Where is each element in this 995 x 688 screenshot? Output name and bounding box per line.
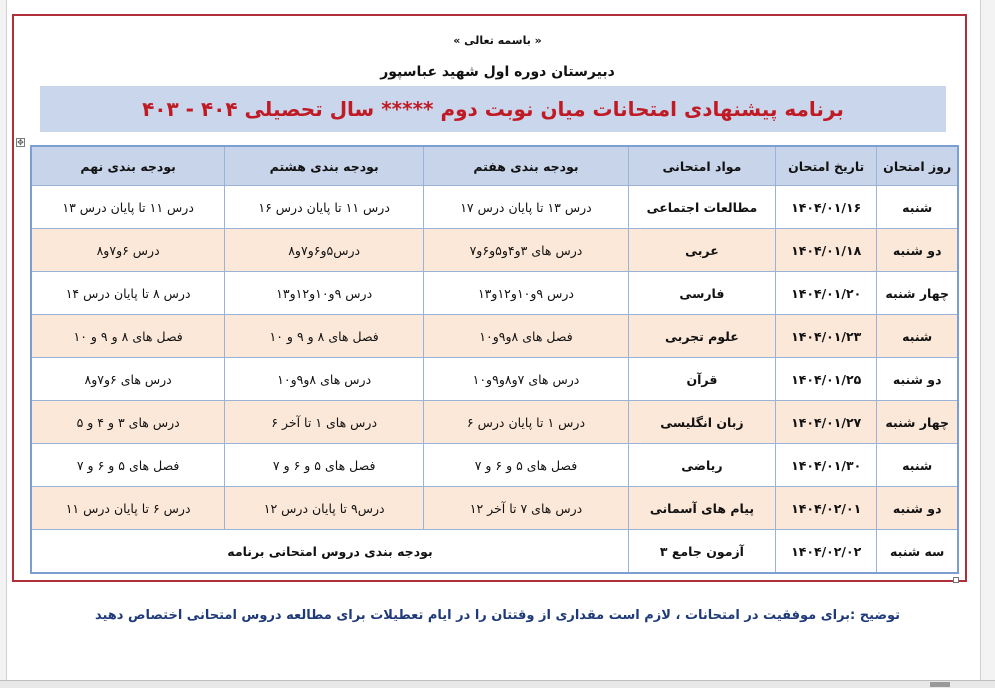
grade9-cell: فصل های ۵ و ۶ و ۷ [31,444,225,487]
day-cell: شنبه [877,186,958,229]
subject-cell: پیام های آسمانی [628,487,775,530]
grade8-cell: درس های ۱ تا آخر ۶ [225,401,424,444]
subject-cell: مطالعات اجتماعی [628,186,775,229]
grade9-cell: درس های ۳ و ۴ و ۵ [31,401,225,444]
column-header: بودجه بندی هشتم [225,146,424,186]
table-row [31,186,958,229]
grade9-cell: فصل های ۸ و ۹ و ۱۰ [31,315,225,358]
grade8-cell: فصل های ۸ و ۹ و ۱۰ [225,315,424,358]
day-cell: شنبه [877,444,958,487]
window-left-edge [0,0,7,687]
table-resize-handle[interactable] [953,577,959,583]
date-cell: ۱۴۰۴/۰۱/۲۰ [775,272,876,315]
grade9-cell: درس ۶و۷و۸ [31,229,225,272]
table-row [31,315,958,358]
column-header: بودجه بندی هفتم [424,146,629,186]
day-cell: چهار شنبه [877,272,958,315]
window-right-edge [980,0,995,687]
day-cell: دو شنبه [877,229,958,272]
grade7-cell: فصل های ۸و۹و۱۰ [424,315,629,358]
day-cell: دو شنبه [877,487,958,530]
grade7-cell: درس های ۳و۴و۵و۶و۷ [424,229,629,272]
subject-cell: علوم تجربی [628,315,775,358]
grade9-cell: درس های ۶و۷و۸ [31,358,225,401]
page-marker [930,682,950,687]
grade7-cell: درس ۹و۱۰و۱۲و۱۳ [424,272,629,315]
table-row [31,358,958,401]
subject-cell: عربی [628,229,775,272]
grade8-cell: درس۹ تا پایان درس ۱۲ [225,487,424,530]
date-cell: ۱۴۰۴/۰۱/۲۳ [775,315,876,358]
date-cell: ۱۴۰۴/۰۱/۳۰ [775,444,876,487]
grade7-cell: درس ۱ تا پایان درس ۶ [424,401,629,444]
grade9-cell: درس ۱۱ تا پایان درس ۱۳ [31,186,225,229]
subject-cell: ریاضی [628,444,775,487]
table-row [31,530,958,574]
day-cell: دو شنبه [877,358,958,401]
grade8-cell: درس ۹و۱۰و۱۲و۱۳ [225,272,424,315]
bismillah-heading: « باسمه تعالی » [453,34,542,47]
column-header: تاریخ امتحان [775,146,876,186]
grade7-cell: درس های ۷و۸و۹و۱۰ [424,358,629,401]
date-cell: ۱۴۰۴/۰۱/۱۶ [775,186,876,229]
day-cell: چهار شنبه [877,401,958,444]
date-cell: ۱۴۰۴/۰۱/۲۷ [775,401,876,444]
column-header: مواد امتحانی [628,146,775,186]
table-row [31,272,958,315]
page-title: برنامه پیشنهادی امتحانات میان نوبت دوم ***** سال تحصیلی ۴۰۴ - ۴۰۳ [142,97,844,121]
date-cell: ۱۴۰۴/۰۱/۲۵ [775,358,876,401]
grade8-cell: درس ۱۱ تا پایان درس ۱۶ [225,186,424,229]
school-name: دبیرستان دوره اول شهید عباسپور [380,64,615,80]
day-cell: شنبه [877,315,958,358]
title-banner [40,86,946,132]
grade8-cell: درس۵و۶و۷و۸ [225,229,424,272]
merged-budget-cell: بودجه بندی دروس امتحانی برنامه [31,530,628,574]
table-row [31,487,958,530]
footer-note: توضیح :برای موفقیت در امتحانات ، لازم است مقداری از وقتتان را در ایام تعطیلات برای مطالعه دروس امتحانی اختصاص دهید [94,608,901,623]
grade8-cell: فصل های ۵ و ۶ و ۷ [225,444,424,487]
grade9-cell: درس ۸ تا پایان درس ۱۴ [31,272,225,315]
grade8-cell: درس های ۸و۹و۱۰ [225,358,424,401]
table-header-row [31,146,958,186]
subject-cell: قرآن [628,358,775,401]
date-cell: ۱۴۰۴/۰۲/۰۱ [775,487,876,530]
grade7-cell: فصل های ۵ و ۶ و ۷ [424,444,629,487]
grade9-cell: درس ۶ تا پایان درس ۱۱ [31,487,225,530]
table-move-handle-icon[interactable]: ✥ [17,138,24,147]
subject-cell: آزمون جامع ۳ [628,530,775,574]
table-row [31,401,958,444]
day-cell: سه شنبه [877,530,958,574]
table-row [31,444,958,487]
grade7-cell: درس ۱۳ تا پایان درس ۱۷ [424,186,629,229]
subject-cell: زبان انگلیسی [628,401,775,444]
table-row [31,229,958,272]
date-cell: ۱۴۰۴/۰۲/۰۲ [775,530,876,574]
grade7-cell: درس های ۷ تا آخر ۱۲ [424,487,629,530]
exam-schedule-table [30,145,959,574]
column-header: بودجه بندی نهم [31,146,225,186]
date-cell: ۱۴۰۴/۰۱/۱۸ [775,229,876,272]
column-header: روز امتحان [877,146,958,186]
subject-cell: فارسی [628,272,775,315]
